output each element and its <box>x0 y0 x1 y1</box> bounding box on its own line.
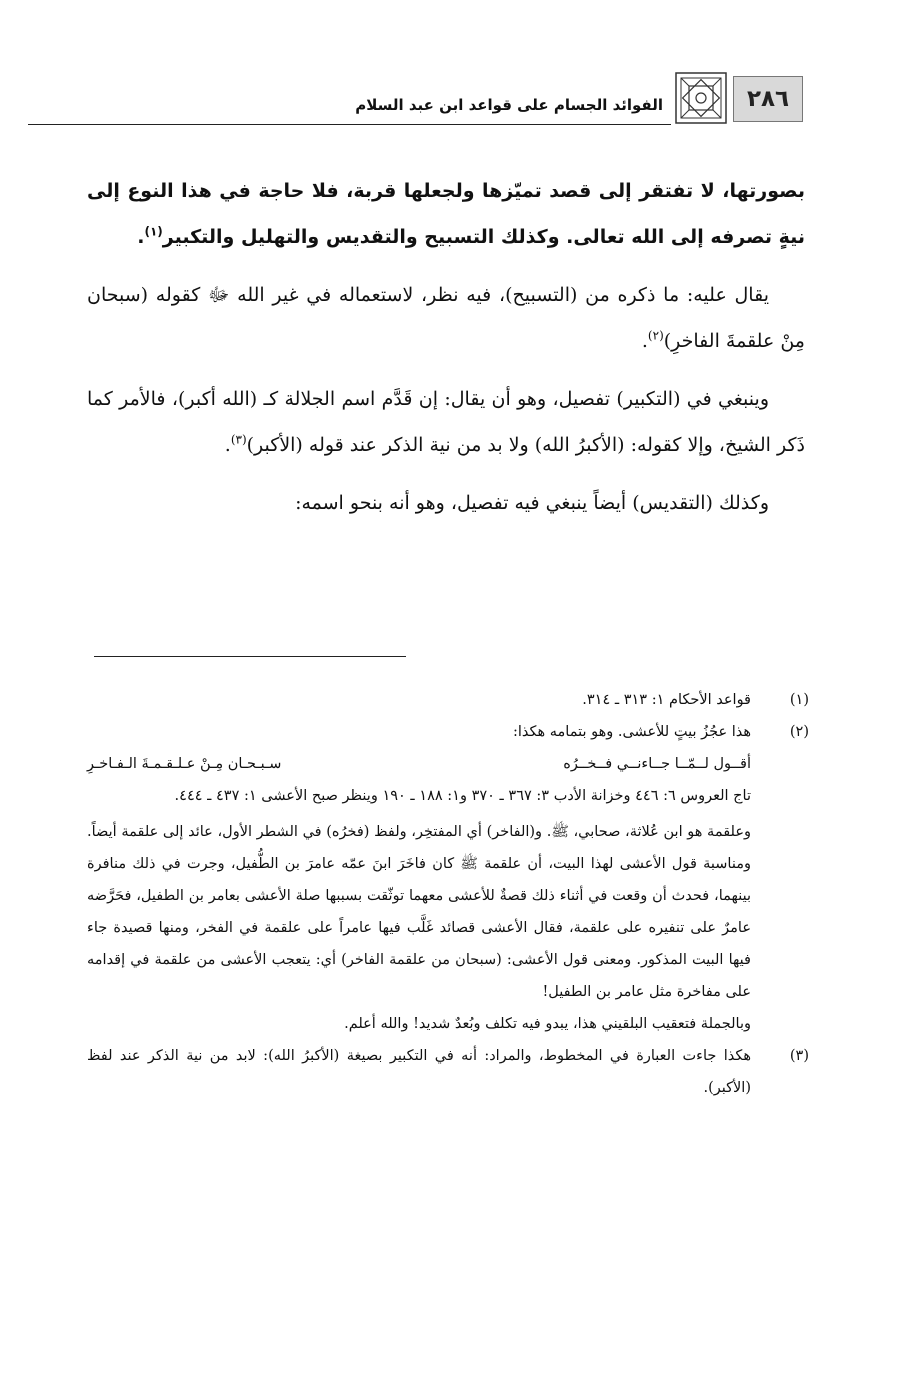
footnote-3-marker: (٣) <box>789 1048 809 1064</box>
footnote-3 <box>87 1040 809 1104</box>
paragraph-3: وينبغي في (التكبير) تفصيل، وهو أن يقال: إن قَدَّم اسم الجلالة كـ (الله أكبر)، فالأمر كما ذَكر الشيخ، وإلا كقوله: (الأكبرُ الله) ولا بد من نية الذكر عند قوله (الأكبر)$^{(٣)}$. <box>87 388 805 456</box>
footnote-3-text: هكذا جاءت العبارة في المخطوط، والمراد: أنه في التكبير بصيغة (الأكبرُ الله): لابد من نية الذكر عند لفظ (الأكبر). <box>87 1048 751 1096</box>
page-header <box>28 68 803 128</box>
main-text <box>87 168 805 538</box>
footnote-1 <box>87 684 809 716</box>
paragraph-2-text: يقال عليه: ما ذكره من (التسبيح)، فيه نظر، لاستعماله في غير الله ﷻ كقوله (سبحان مِنْ علقمةَ الفاخرِ) <box>87 284 805 352</box>
footnote-ref-2: (٢) <box>647 328 664 343</box>
header-rule <box>28 124 671 125</box>
paragraph-1-text: بصورتها، لا تفتقر إلى قصد تميّزها ولجعلها قربة، فلا حاجة في هذا النوع إلى نيةٍ تصرفه إلى الله تعالى. وكذلك التسبيح والتقديس والتهليل والتكبير <box>87 180 805 248</box>
paragraph-2: يقال عليه: ما ذكره من (التسبيح)، فيه نظر، لاستعماله في غير الله ﷻ كقوله (سبحان مِنْ علقمةَ الفاخرِ)$^{(٢)}$. <box>87 284 805 352</box>
footnote-1-text: قواعد الأحكام ١: ٣١٣ ـ ٣١٤. <box>582 692 751 708</box>
verse-second-hemistich: سـبـحـان مِـنْ عـلـقـمـةَ الـفـاخـرِ <box>87 756 282 772</box>
footnote-2-marker: (٢) <box>789 724 809 740</box>
footnote-2-conclusion: وبالجملة فتعقيب البلقيني هذا، يبدو فيه تكلف وبُعدٌ شديد! والله أعلم. <box>344 1016 751 1032</box>
poem-verse <box>87 748 751 780</box>
footnotes <box>87 684 809 1104</box>
footnote-separator <box>94 656 406 657</box>
footnote-2-text: هذا عجُزُ بيتٍ للأعشى. وهو بتمامه هكذا: <box>512 724 751 740</box>
page-number: ٢٨٦ <box>733 76 803 122</box>
footnote-2 <box>87 716 809 748</box>
footnote-1-marker: (١) <box>789 692 809 708</box>
footnote-2-source: تاج العروس ٦: ٤٤٦ وخزانة الأدب ٣: ٣٦٧ ـ ٣٧٠ و١: ١٨٨ ـ ١٩٠ وينظر صبح الأعشى ١: ٤٣٧ ـ ٤٤٤. <box>174 788 751 804</box>
footnote-ref-1: (١) <box>144 224 163 239</box>
footnote-2-note: وعلقمة هو ابن عُلاثة، صحابي، ﷺ. و(الفاخر) أي المفتخِر، ولفظ (فخرُه) في الشطر الأول، عائد إلى علقمة أيضاً. ومناسبة قول الأعشى لهذا البيت، أن علقمة ﷺ كان فاخَرَ ابنَ عمّه عامرَ بن الطُّفيل، وجرت في ذلك منافرة بينهما، فحدث أن وقعت في أثناء ذلك قصةٌ للأعشى معهما توثّقت بسببها صلة الأعشى بعامر بن الطفيل، فحَرَّضه عامرٌ على تنفيره على علقمة، فقال الأعشى قصائد غَلَّب فيها عامراً على علقمة في الفخر، ومنها قصيدة جاء فيها البيت المذكور. ومعنى قول الأعشى: (سبحان من علقمة الفاخر) أي: يتعجب الأعشى من علقمة في إقدامه على مفاخرة مثل عامر بن الطفيل! <box>87 824 751 1000</box>
running-title: الفوائد الجسام على قواعد ابن عبد السلام <box>355 96 663 114</box>
paragraph-1: بصورتها، لا تفتقر إلى قصد تميّزها ولجعلها قربة، فلا حاجة في هذا النوع إلى نيةٍ تصرفه إلى الله تعالى. وكذلك التسبيح والتقديس والتهليل والتكبير$^{(١)}$. <box>87 180 805 248</box>
footnote-ref-3: (٣) <box>230 432 247 447</box>
paragraph-3-text: وينبغي في (التكبير) تفصيل، وهو أن يقال: إن قَدَّم اسم الجلالة كـ (الله أكبر)، فالأمر كما ذَكر الشيخ، وإلا كقوله: (الأكبرُ الله) ولا بد من نية الذكر عند قوله (الأكبر) <box>87 388 805 456</box>
ornament-icon <box>675 72 727 124</box>
paragraph-4: وكذلك (التقديس) أيضاً ينبغي فيه تفصيل، وهو أنه بنحو اسمه: <box>295 492 769 514</box>
verse-first-hemistich: أقــول لــمّــا جــاءنــي فــخــرُه <box>563 756 751 772</box>
